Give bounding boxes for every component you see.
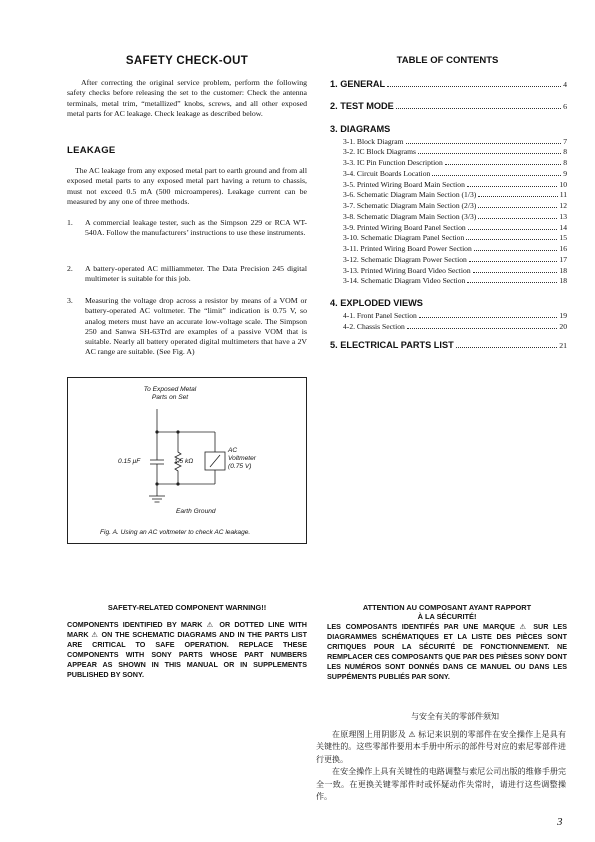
meter-label-line-1: AC bbox=[228, 447, 238, 454]
toc-label: 3-6. Schematic Diagram Main Section (1/3) bbox=[343, 190, 477, 200]
toc-entry[interactable] bbox=[343, 200, 567, 211]
capacitor-value-label: 0.15 μF bbox=[118, 458, 141, 465]
toc-page: 11 bbox=[559, 190, 567, 200]
toc-label: 3-13. Printed Wiring Board Video Section bbox=[343, 265, 471, 275]
toc-label: 3-12. Schematic Diagram Power Section bbox=[343, 254, 467, 264]
figure-caption: Fig. A. Using an AC voltmeter to check AC leakage. bbox=[100, 529, 251, 536]
toc-entry[interactable] bbox=[343, 309, 567, 320]
toc-page: 12 bbox=[559, 201, 567, 211]
toc-label: 3-4. Circuit Boards Location bbox=[343, 168, 431, 178]
safety-intro-paragraph: After correcting the original service problem, perform the following safety checks before releasing the set to the customer: Check the antenna terminals, metal trim, “metallized” knobs, screws, and all other exposed metal parts for AC leakage. Check leakage as described below. bbox=[67, 78, 307, 118]
resistor-zigzag bbox=[175, 450, 181, 484]
leader-dots bbox=[406, 142, 562, 144]
french-warning-title-line-2: À LA SÉCURITÉ! bbox=[417, 612, 477, 621]
toc-page: 7 bbox=[563, 136, 567, 146]
toc-page: 9 bbox=[563, 168, 567, 178]
toc-label: 4-1. Front Panel Section bbox=[343, 310, 417, 320]
leader-dots bbox=[473, 271, 558, 273]
leader-dots bbox=[474, 249, 558, 251]
toc-page: 6 bbox=[563, 102, 567, 111]
chinese-paragraph-2: 在安全操作上具有关键性的电路调整与索尼公司出版的维修手册完全一致。在更换关键零部件时或怀疑动作失常时，请进行这些调整操作。 bbox=[316, 767, 566, 802]
probe-label-line-2: Parts on Set bbox=[151, 394, 189, 401]
toc-entry[interactable] bbox=[343, 189, 567, 200]
toc-label: 3-7. Schematic Diagram Main Section (2/3) bbox=[343, 201, 477, 211]
leakage-method-3 bbox=[67, 296, 307, 370]
chinese-warning-body bbox=[316, 729, 566, 803]
list-text: A battery-operated AC milliammeter. The Data Precision 245 digital multimeter is suitable for this job. bbox=[85, 264, 307, 284]
toc-label: 1. GENERAL bbox=[330, 79, 386, 89]
toc-exploded-views[interactable] bbox=[330, 297, 567, 308]
chinese-paragraph-1: 在原理图上用阴影及 ⚠ 标记来识别的零部件在安全操作上是具有关键性的。这些零部件要用本手册中所示的部件号对应的索尼零部件进行更换。 bbox=[316, 730, 566, 764]
junction-dot bbox=[155, 482, 158, 485]
toc-label: 4. EXPLODED VIEWS bbox=[330, 298, 423, 308]
leader-dots bbox=[445, 163, 561, 165]
toc-entry[interactable] bbox=[343, 253, 567, 264]
probe-label-line-1: To Exposed Metal bbox=[143, 386, 197, 393]
toc-label: 3-11. Printed Wiring Board Power Section bbox=[343, 244, 472, 254]
toc-label: 4-2. Chassis Section bbox=[343, 321, 405, 331]
toc-entry[interactable] bbox=[343, 275, 567, 286]
toc-entry[interactable] bbox=[343, 264, 567, 275]
toc-diagrams[interactable] bbox=[330, 123, 567, 134]
toc-page: 4 bbox=[563, 80, 567, 89]
toc-page: 18 bbox=[559, 276, 567, 286]
toc-label: 3-9. Printed Wiring Board Panel Section bbox=[343, 222, 466, 232]
list-number: 1. bbox=[67, 218, 73, 227]
list-number: 3. bbox=[67, 296, 73, 305]
toc-page: 17 bbox=[559, 254, 567, 264]
toc-test-mode[interactable] bbox=[330, 100, 567, 111]
leader-dots bbox=[396, 107, 561, 109]
toc-entry[interactable] bbox=[343, 243, 567, 254]
toc-label: 3-5. Printed Wiring Board Main Section bbox=[343, 179, 465, 189]
toc-page: 20 bbox=[559, 321, 567, 331]
earth-ground-label: Earth Ground bbox=[176, 508, 216, 515]
safety-warning-title: SAFETY-RELATED COMPONENT WARNING!! bbox=[107, 603, 267, 612]
toc-label: 3-1. Block Diagram bbox=[343, 136, 404, 146]
leakage-heading: LEAKAGE bbox=[67, 145, 116, 156]
leader-dots bbox=[469, 260, 558, 262]
list-number: 2. bbox=[67, 264, 73, 273]
toc-label: 3-3. IC Pin Function Description bbox=[343, 158, 443, 168]
list-text: Measuring the voltage drop across a resistor by means of a VOM or battery-operated AC voltmeter. The “limit” indication is 0.75 V, so analog meters must have an accurate low-voltage scale. The Simpson 250 and Sanwa SH-63Trd are examples of a passive VOM that is suitable. Nearly all battery operated digital multimeters that have a 2V AC range are suitable. (See Fig. A) bbox=[85, 296, 307, 357]
leader-dots bbox=[478, 217, 557, 219]
leader-dots bbox=[466, 238, 557, 240]
toc-page: 8 bbox=[563, 158, 567, 168]
safety-warning-body: COMPONENTS IDENTIFIED BY MARK ⚠ OR DOTTED LINE WITH MARK ⚠ ON THE SCHEMATIC DIAGRAMS AND IN THE PARTS LIST ARE CRITICAL TO SAFE OPERATION. REPLACE THESE COMPONENTS WITH SONY PARTS WHOSE PART NUMBERS APPEAR AS SHOWN IN THIS MANUAL OR IN SUPPLEMENTS PUBLISHED BY SONY. bbox=[67, 620, 307, 679]
toc-entry[interactable] bbox=[343, 178, 567, 189]
voltmeter-needle bbox=[210, 455, 220, 467]
french-warning-title-line-1: ATTENTION AU COMPOSANT AYANT RAPPORT bbox=[362, 603, 532, 612]
list-text: A commercial leakage tester, such as the Simpson 229 or RCA WT-540A. Follow the manufacturers’ instructions to use these instruments. bbox=[85, 218, 307, 238]
toc-entry[interactable] bbox=[343, 232, 567, 243]
toc-page: 16 bbox=[559, 244, 567, 254]
toc-page: 18 bbox=[559, 265, 567, 275]
toc-page: 15 bbox=[559, 233, 567, 243]
leader-dots bbox=[456, 346, 558, 348]
meter-label-line-3: (0.75 V) bbox=[228, 463, 252, 470]
toc-entry[interactable] bbox=[343, 221, 567, 232]
toc-entry[interactable] bbox=[343, 210, 567, 221]
meter-label-line-2: Voltmeter bbox=[228, 455, 256, 462]
toc-label: 3-14. Schematic Diagram Video Section bbox=[343, 276, 466, 286]
toc-entry[interactable] bbox=[343, 167, 567, 178]
leakage-method-2 bbox=[67, 264, 307, 286]
safety-checkout-title: SAFETY CHECK-OUT bbox=[125, 55, 249, 67]
toc-page: 13 bbox=[559, 211, 567, 221]
leader-dots bbox=[407, 327, 558, 329]
leader-dots bbox=[467, 281, 557, 283]
toc-general[interactable] bbox=[330, 78, 567, 89]
toc-page: 21 bbox=[559, 341, 567, 350]
leader-dots bbox=[468, 228, 558, 230]
leader-dots bbox=[478, 195, 557, 197]
toc-entry[interactable] bbox=[343, 146, 567, 157]
toc-label: 3. DIAGRAMS bbox=[330, 124, 391, 134]
toc-entry[interactable] bbox=[343, 135, 567, 146]
toc-page: 14 bbox=[559, 222, 567, 232]
leader-dots bbox=[387, 85, 561, 87]
leakage-paragraph: The AC leakage from any exposed metal part to earth ground and from all exposed metal parts to any exposed metal part having a return to chassis, must not exceed 0.5 mA (500 microamperes). Leakage current can be measured by any one of three methods. bbox=[67, 166, 307, 206]
leakage-method-1 bbox=[67, 218, 307, 250]
leader-dots bbox=[419, 316, 558, 318]
chinese-warning-title: 与安全有关的零部件须知 bbox=[411, 712, 499, 721]
leader-dots bbox=[478, 206, 557, 208]
leader-dots bbox=[418, 152, 561, 154]
resistor-value-label: 1.5 kΩ bbox=[174, 458, 194, 465]
toc-label: 3-2. IC Block Diagrams bbox=[343, 147, 416, 157]
junction-dot bbox=[155, 430, 158, 433]
toc-label: 2. TEST MODE bbox=[330, 101, 394, 111]
toc-entry[interactable] bbox=[343, 320, 567, 331]
french-warning-body: LES COMPOSANTS IDENTIFÉS PAR UNE MARQUE ⚠ SUR LES DIAGRAMMES SCHÉMATIQUES ET LA LISTE DES PIÈCES SONT CRITIQUES POUR LA SÉCURITÉ DE FONCTIONNEMENT. NE REMPLACER CES COMPOSANTS QUE PAR DES PIÈSES SONY DONT LES NUMÉROS SONT DONNÉS DANS CE MANUEL OU DANS LES SUPPÉMENTS PUBLIÉS PAR SONY. bbox=[327, 622, 567, 681]
page-number: 3 bbox=[557, 816, 563, 828]
toc-page: 19 bbox=[559, 310, 567, 320]
toc-page: 10 bbox=[559, 179, 567, 189]
junction-dot bbox=[176, 430, 179, 433]
toc-title: TABLE OF CONTENTS bbox=[396, 55, 499, 66]
junction-dot bbox=[176, 482, 179, 485]
toc-label: 3-8. Schematic Diagram Main Section (3/3) bbox=[343, 211, 477, 221]
figure-a-leakage-circuit bbox=[67, 377, 307, 544]
leader-dots bbox=[432, 174, 561, 176]
toc-entry[interactable] bbox=[343, 157, 567, 168]
leader-dots bbox=[467, 185, 558, 187]
toc-label: 5. ELECTRICAL PARTS LIST bbox=[330, 340, 454, 350]
toc-electrical-parts-list[interactable] bbox=[330, 339, 567, 350]
toc-page: 8 bbox=[563, 147, 567, 157]
toc-label: 3-10. Schematic Diagram Panel Section bbox=[343, 233, 465, 243]
